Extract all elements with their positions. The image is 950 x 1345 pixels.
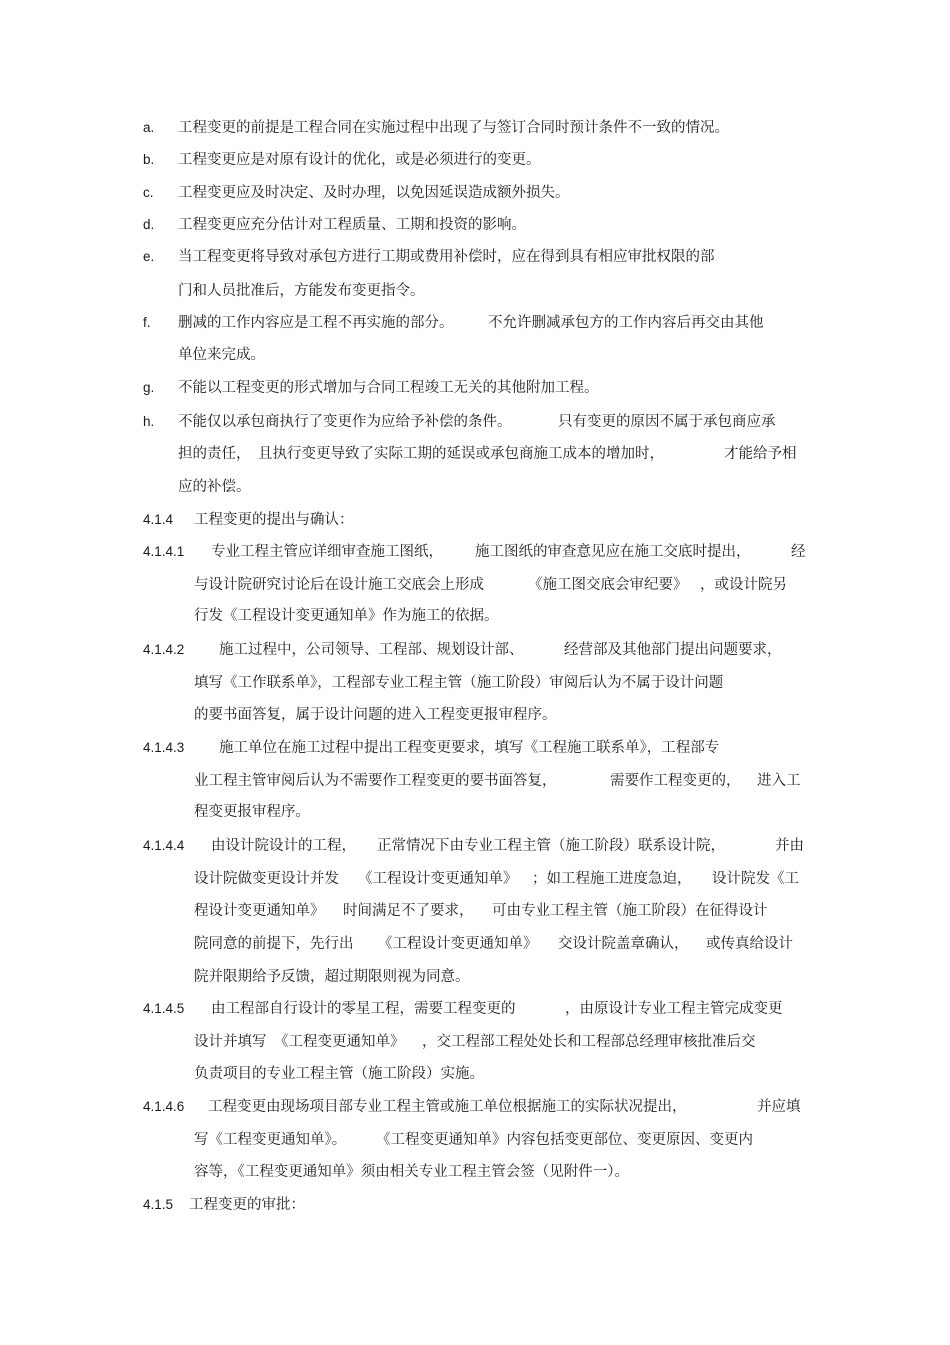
- clause-line: 程变更报审程序。: [194, 804, 310, 820]
- clause-number: 4.1.4.1: [143, 544, 185, 559]
- text-segment: 不能仅以承包商执行了变更作为应给予补偿的条件。: [178, 414, 512, 430]
- text-segment: 《工程变更通知单》内容包括变更部位、变更原因、变更内: [376, 1132, 753, 1148]
- text-segment: 由设计院设计的工程，: [211, 838, 356, 854]
- clause-line: 负责项目的专业工程主管（施工阶段）实施。: [194, 1066, 484, 1082]
- text-segment: ，交工程部工程处处长和工程部总经理审核批准后交: [422, 1034, 756, 1050]
- text-segment: 可由专业工程主管（施工阶段）在征得设计: [492, 903, 768, 919]
- item-e-line-2: 门和人员批准后，方能发布变更指令。: [178, 283, 425, 299]
- section-title: 工程变更的审批：: [189, 1197, 305, 1213]
- text-segment: 与设计院研究讨论后在设计施工交底会上形成: [194, 577, 484, 593]
- text-segment: ；如工程施工进度急迫，: [532, 871, 692, 887]
- section-number: 4.1.5: [143, 1197, 174, 1212]
- clause-number: 4.1.4.5: [143, 1001, 185, 1016]
- item-h-line-3: 应的补偿。: [178, 479, 251, 495]
- item-a-marker: a.: [143, 120, 155, 135]
- text-segment: ，或设计院另: [700, 577, 787, 593]
- text-segment: 时间满足不了要求，: [343, 903, 474, 919]
- text-segment: 进入工: [757, 773, 801, 789]
- item-f-line-2: 单位来完成。: [178, 347, 265, 363]
- item-b-text: 工程变更应是对原有设计的优化，或是必须进行的变更。: [178, 152, 541, 168]
- item-c-marker: c.: [143, 185, 154, 200]
- text-segment: 程设计变更通知单》: [194, 903, 325, 919]
- text-segment: 《工程变更通知单》: [274, 1034, 405, 1050]
- text-segment: 经营部及其他部门提出问题要求，: [564, 642, 782, 658]
- item-c-text: 工程变更应及时决定、及时办理，以免因延误造成额外损失。: [178, 185, 570, 201]
- item-g-text: 不能以工程变更的形式增加与合同工程竣工无关的其他附加工程。: [178, 380, 599, 396]
- clause-number: 4.1.4.4: [143, 838, 185, 853]
- text-segment: 院同意的前提下，先行出: [194, 936, 354, 952]
- text-segment: 设计院发《工: [712, 871, 799, 887]
- clause-number: 4.1.4.6: [143, 1099, 185, 1114]
- text-segment: 设计并填写: [194, 1034, 267, 1050]
- item-e-marker: e.: [143, 249, 155, 264]
- text-segment: 《施工图交底会审纪要》: [528, 577, 688, 593]
- text-segment: 由工程部自行设计的零星工程，需要工程变更的: [211, 1001, 516, 1017]
- item-d-marker: d.: [143, 217, 155, 232]
- text-segment: 施工图纸的审查意见应在施工交底时提出，: [475, 544, 751, 560]
- text-segment: 施工过程中，公司领导、工程部、规划设计部、: [219, 642, 524, 658]
- section-title: 工程变更的提出与确认：: [194, 512, 354, 528]
- text-segment: ，由原设计专业工程主管完成变更: [565, 1001, 783, 1017]
- text-segment: 正常情况下由专业工程主管（施工阶段）联系设计院，: [377, 838, 725, 854]
- clause-line: 院并限期给予反馈，超过期限则视为同意。: [194, 969, 470, 985]
- text-segment: 设计院做变更设计并发: [194, 871, 339, 887]
- text-segment: 且执行变更导致了实际工期的延误或承包商施工成本的增加时，: [258, 446, 664, 462]
- text-segment: 并应填: [757, 1099, 801, 1115]
- text-segment: 经: [791, 544, 806, 560]
- text-segment: 不允许删减承包方的工作内容后再交由其他: [488, 315, 764, 331]
- text-segment: 专业工程主管应详细审查施工图纸，: [211, 544, 443, 560]
- item-d-text: 工程变更应充分估计对工程质量、工期和投资的影响。: [178, 217, 526, 233]
- clause-number: 4.1.4.3: [143, 740, 185, 755]
- clause-line: 容等，《工程变更通知单》须由相关专业工程主管会签（见附件一）。: [194, 1164, 629, 1180]
- text-segment: 删减的工作内容应是工程不再实施的部分。: [178, 315, 454, 331]
- text-segment: 《工程设计变更通知单》: [358, 871, 518, 887]
- item-h-marker: h.: [143, 414, 155, 429]
- text-segment: 并由: [775, 838, 804, 854]
- item-g-marker: g.: [143, 380, 155, 395]
- clause-line: 填写《工作联系单》，工程部专业工程主管（施工阶段）审阅后认为不属于设计问题: [194, 675, 724, 691]
- text-segment: 业工程主管审阅后认为不需要作工程变更的要书面答复，: [194, 773, 557, 789]
- clause-line: 施工单位在施工过程中提出工程变更要求，填写《工程施工联系单》，工程部专: [219, 740, 720, 756]
- text-segment: 交设计院盖章确认，: [558, 936, 689, 952]
- item-b-marker: b.: [143, 152, 155, 167]
- text-segment: 需要作工程变更的，: [610, 773, 741, 789]
- section-number: 4.1.4: [143, 512, 174, 527]
- item-e-line-1: 当工程变更将导致对承包方进行工期或费用补偿时，应在得到具有相应审批权限的部: [178, 249, 715, 265]
- item-f-marker: f.: [143, 315, 151, 330]
- clause-line: 的要书面答复，属于设计问题的进入工程变更报审程序。: [194, 707, 557, 723]
- text-segment: 才能给予相: [724, 446, 797, 462]
- text-segment: 《工程设计变更通知单》: [378, 936, 538, 952]
- text-segment: 只有变更的原因不属于承包商应承: [558, 414, 776, 430]
- item-a-text: 工程变更的前提是工程合同在实施过程中出现了与签订合同时预计条件不一致的情况。: [178, 120, 729, 136]
- clause-number: 4.1.4.2: [143, 642, 185, 657]
- text-segment: 担的责任，: [178, 446, 251, 462]
- text-segment: 工程变更由现场项目部专业工程主管或施工单位根据施工的实际状况提出，: [208, 1099, 687, 1115]
- text-segment: 写《工程变更通知单》。: [194, 1132, 347, 1148]
- clause-line: 行发《工程设计变更通知单》作为施工的依据。: [194, 608, 499, 624]
- text-segment: 或传真给设计: [706, 936, 793, 952]
